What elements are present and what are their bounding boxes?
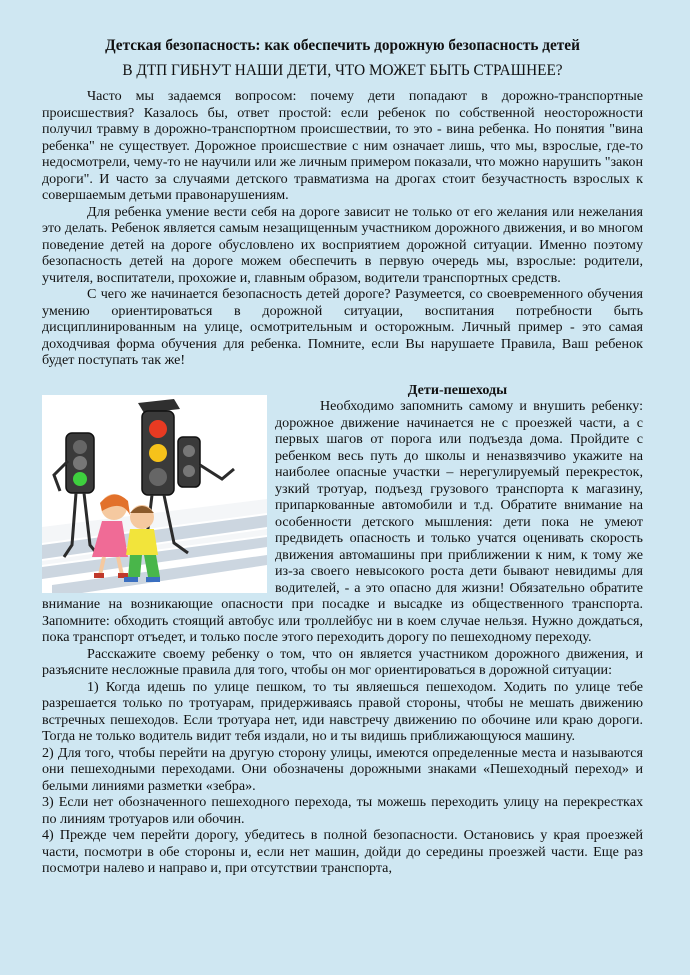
rule-2: 2) Для того, чтобы перейти на другую сторону улицы, имеются определенные места и называются они пешеходными переходами. Они обозначены дорожными знаками «Пешеходный переход» и белыми линиями разметки «зебра». [42, 744, 643, 794]
section-paragraph-2: Расскажите своему ребенку о том, что он является участником дорожного движения, и разъясните несложные правила для того, чтобы он мог ориентироваться в дорожной ситуации: [42, 645, 643, 678]
intro-paragraph-2: Для ребенка умение вести себя на дороге зависит не только от его желания или нежелания это делать. Ребенок является самым незащищенным участником дорожного движения, и во многом поведение детей на дороге обусловлено их восприятием дорожной ситуации. Именно поэтому безопасность детей на дороге можем обеспечить в первую очередь мы, взрослые: родители, учителя, воспитатели, прохожие и, главным образом, водители транспортных средств. [42, 203, 643, 286]
traffic-light-illustration [42, 395, 267, 593]
traffic-lights-children-icon [42, 395, 267, 593]
document-subtitle: В ДТП ГИБНУТ НАШИ ДЕТИ, ЧТО МОЖЕТ БЫТЬ СТРАШНЕЕ? [122, 62, 563, 79]
section-heading: Дети-пешеходы [407, 381, 508, 398]
rule-1: 1) Когда идешь по улице пешком, то ты являешься пешеходом. Ходить по улице тебе разрешается только по тротуарам, придерживаясь правой стороны, чтобы не мешать движению встречных пешеходов. Если тротуара нет, иди навстречу движению по обочине или краю дороги. Тогда не только водитель видит тебя издали, но и ты видишь приближающуюся машину. [42, 678, 643, 744]
intro-paragraph-1: Часто мы задаемся вопросом: почему дети попадают в дорожно-транспортные происшествия? Казалось бы, ответ простой: если ребенок по собственной неосторожности получил травму в дорожно-транспортном происшествии, то это - вина ребенка. Но понятия "вина ребенка" не существует. Дорожное происшествие с ним означает лишь, что мы, взрослые, где-то недосмотрели, чему-то не научили или же личным примером показали, что можно нарушить "закон дороги". И часто за случаями детского травматизма на дрогах стоит безучастность взрослых к совершаемым детьми правонарушениям. [42, 88, 643, 203]
document-title: Детская безопасность: как обеспечить дорожную безопасность детей [105, 37, 580, 54]
rule-4: 4) Прежде чем перейти дорогу, убедитесь в полной безопасности. Остановись у края проезжей части, посмотри в обе стороны и, если нет машин, дойди до середины проезжей части. Еще раз посмотри налево и направо и, при отсутствии транспорта, [42, 827, 643, 876]
section-paragraph-1: Необходимо запомнить самому и внушить ребенку: дорожное движение начинается не с проезжей части, а с первых шагов от порога или подъезда дома. Пройдите с ребенком весь путь до школы и неназвязчиво укажите на наиболее опасные участки – нерегулируемый перекресток, узкий тротуар, подъезд грузового транспорта к магазину, припаркованные автомобили и т.д. Обратите внимание на особенности детского мышления: дети пока не умеют предвидеть опасность и только учатся оценивать скорость движения автомашины при приближении к ним, к тому же из-за своего невысокого роста дети бывают невидимы для водителей, - а это опасно для жизни! Обязательно обратите внимание на возникающие опасности при посадке и высадке из общественного транспорта. Запомните: обходить стоящий автобус или троллейбус ни в коем случае нельзя. Нужно дождаться, пока транспорт отъедет, и только после этого переходить дорогу по пешеходному переходу. [42, 398, 643, 645]
rule-3: 3) Если нет обозначенного пешеходного перехода, ты можешь переходить улицу на перекрестках по линиям тротуаров или обочин. [42, 794, 643, 827]
intro-paragraph-3: С чего же начинается безопасность детей дороге? Разумеется, со своевременного обучения умению ориентироваться в дорожной ситуации, воспитания потребности быть дисциплинированным на улице, осмотрительным и осторожным. Личный пример - это самая доходчивая форма обучения для ребенка. Помните, если Вы нарушаете Правила, Ваш ребенок будет поступать так же! [42, 286, 643, 368]
